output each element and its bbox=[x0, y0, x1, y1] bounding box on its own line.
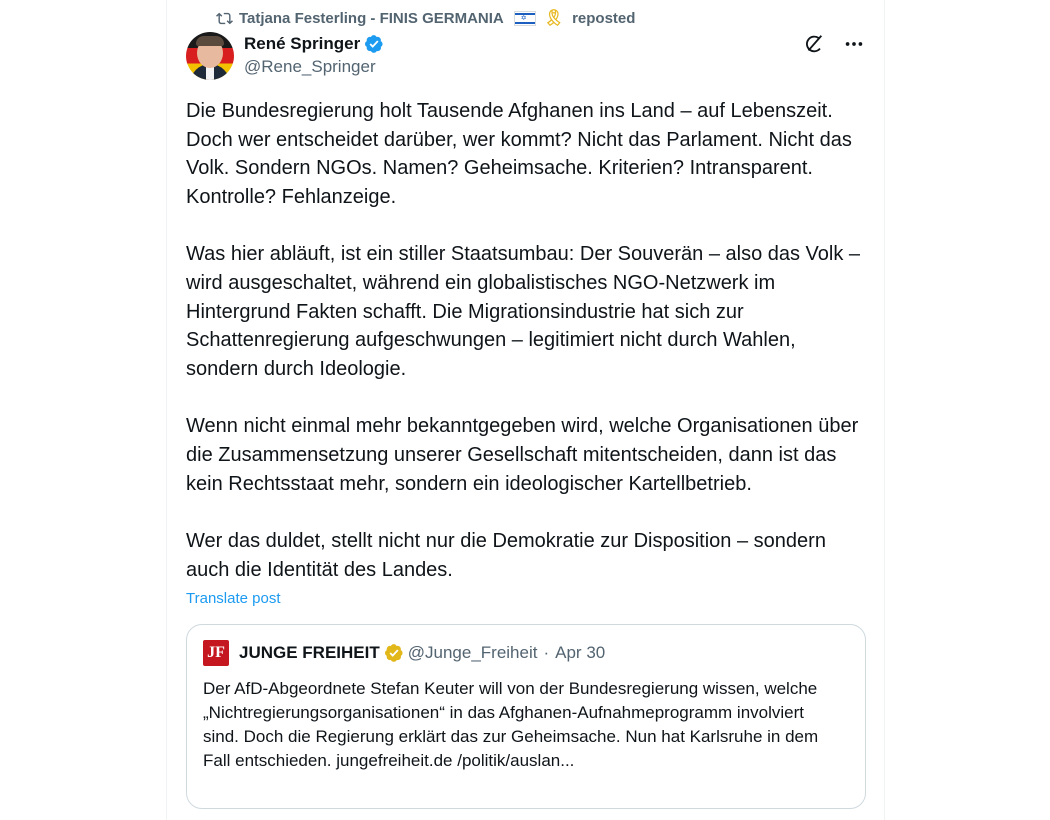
quoted-author-name[interactable]: JUNGE FREIHEIT bbox=[239, 643, 380, 662]
reposter-name[interactable]: Tatjana Festerling - FINIS GERMANIA bbox=[239, 9, 504, 27]
author-display-name[interactable]: René Springer bbox=[244, 34, 361, 53]
separator-dot: · bbox=[543, 643, 550, 662]
israel-flag-icon: ✡ bbox=[514, 11, 536, 26]
quoted-post-text: Der AfD-Abgeordnete Stefan Keuter will von der Bundesregierung wissen, welche „Nichtregierungsorganisationen“ in das Afghanen-Aufnahmeprogramm involviert sind. Doch die Regierung erklärt das zur Geheimsache. Nun hat Karlsruhe in dem Fall entschieden. jungefreiheit.de /politik/auslan... bbox=[203, 679, 819, 770]
quoted-post[interactable] bbox=[186, 624, 866, 809]
post-paragraph: Die Bundesregierung holt Tausende Afghanen ins Land – auf Lebenszeit. Doch wer entscheidet darüber, wer kommt? Nicht das Parlament. Nicht das Volk. Sondern NGOs. Namen? Geheimsache. Kriterien? Intransparent. Kontrolle? Fehlanzeige. bbox=[186, 100, 852, 208]
junge-freiheit-logo[interactable]: JF bbox=[203, 640, 229, 666]
translate-post-link[interactable]: Translate post bbox=[186, 590, 281, 607]
gold-verified-badge-icon[interactable] bbox=[384, 643, 404, 663]
repost-icon bbox=[216, 10, 233, 27]
quoted-author-handle[interactable]: @Junge_Freiheit bbox=[407, 643, 538, 662]
avatar[interactable] bbox=[186, 32, 234, 80]
quoted-post-header bbox=[203, 641, 605, 665]
post-paragraph: Wenn nicht einmal mehr bekanntgegeben wird, welche Organisationen über die Zusammensetzung unserer Gesellschaft mitentscheiden, dann ist das kein Rechtsstaat mehr, sondern ein ideologischer Kartellbetrieb. bbox=[186, 415, 859, 495]
author-handle[interactable]: @Rene_Springer bbox=[244, 57, 376, 76]
post-author bbox=[244, 33, 384, 77]
grok-icon[interactable] bbox=[803, 33, 825, 55]
verified-badge-icon[interactable] bbox=[364, 34, 384, 54]
yellow-ribbon-icon: 🎗 bbox=[543, 10, 565, 27]
post-text bbox=[186, 97, 866, 613]
post-actions-top bbox=[803, 33, 865, 55]
post-paragraph: Wer das duldet, stellt nicht nur die Demokratie zur Disposition – sondern auch die Identität des Landes. bbox=[186, 530, 826, 581]
more-options-icon[interactable] bbox=[843, 33, 865, 55]
repost-banner[interactable] bbox=[216, 8, 635, 28]
post-paragraph: Was hier abläuft, ist ein stiller Staatsumbau: Der Souverän – also das Volk – wird ausgeschaltet, während ein globalistisches NGO-Netzwerk im Hintergrund Fakten schafft. Die Migrationsindustrie hat sich zur Schattenregierung aufgeschwungen – legitimiert nicht durch Wahlen, sondern durch Ideologie. bbox=[186, 243, 861, 380]
repost-suffix: reposted bbox=[572, 9, 636, 27]
quoted-post-date[interactable]: Apr 30 bbox=[555, 643, 606, 662]
